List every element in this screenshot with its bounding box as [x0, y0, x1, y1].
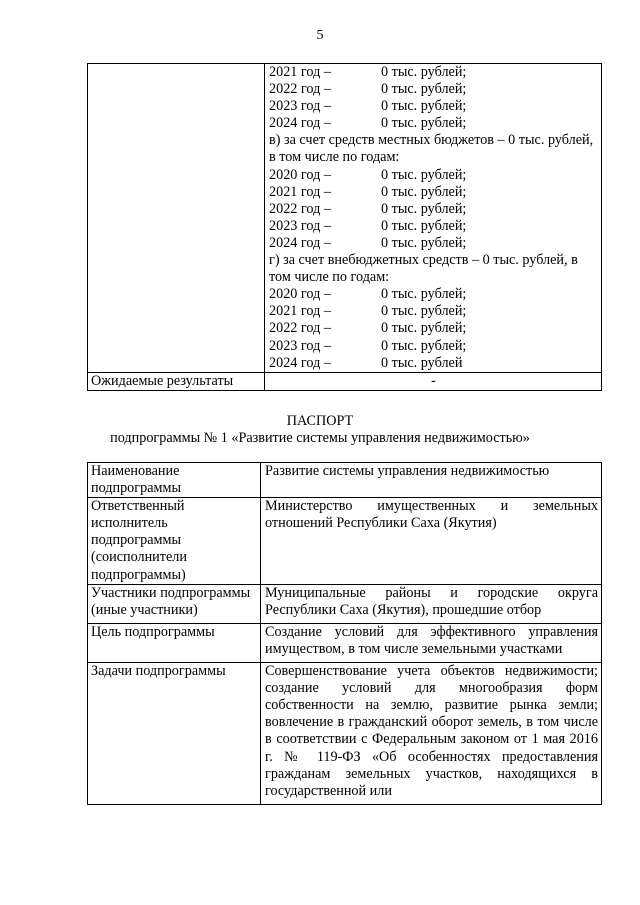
funding-table [87, 63, 602, 391]
year-line [269, 218, 598, 235]
passport-row-tasks [88, 663, 602, 805]
extra-budget-heading: г) за счет внебюджетных средств – 0 тыс. рублей, в том числе по годам: [269, 252, 578, 286]
year-label: 2024 год – [269, 115, 331, 132]
funding-sources-row [88, 64, 602, 373]
year-label: 2022 год – [269, 81, 331, 98]
row-value: Создание условий для эффективного управления имуществом, в том числе земельными участками [261, 623, 602, 662]
amount-value: 0 тыс. рублей; [381, 166, 467, 183]
amount-value: 0 тыс. рублей; [381, 303, 467, 320]
year-label: 2021 год – [269, 183, 331, 200]
local-budget-heading: в) за счет средств местных бюджетов – 0 тыс. рублей, в том числе по годам: [269, 132, 594, 166]
passport-row-name [88, 463, 602, 498]
year-line [269, 115, 598, 132]
year-line [269, 320, 598, 337]
year-line [269, 355, 598, 372]
amount-value: 0 тыс. рублей; [381, 286, 467, 303]
passport-row-participants [88, 584, 602, 623]
expected-results-value: - [265, 372, 602, 390]
amount-value: 0 тыс. рублей; [381, 320, 467, 337]
amount-value: 0 тыс. рублей; [381, 81, 467, 98]
year-label: 2021 год – [269, 64, 331, 80]
year-line [269, 81, 598, 98]
expected-results-label: Ожидаемые результаты [88, 372, 265, 390]
year-line [269, 286, 598, 303]
row-value: Министерство имущественных и земельных отношений Республики Саха (Якутия) [261, 498, 602, 584]
funding-label-cell [88, 64, 265, 373]
year-label: 2023 год – [269, 98, 331, 115]
row-label: Задачи подпрограммы [88, 663, 261, 805]
year-line [269, 303, 598, 320]
year-line [269, 184, 598, 201]
year-line [269, 338, 598, 355]
year-line [269, 235, 598, 252]
amount-value: 0 тыс. рублей; [381, 234, 467, 251]
year-line [269, 201, 598, 218]
year-label: 2021 год – [269, 303, 331, 320]
amount-value: 0 тыс. рублей; [381, 217, 467, 234]
passport-row-executor [88, 498, 602, 584]
amount-value: 0 тыс. рублей; [381, 200, 467, 217]
year-label: 2020 год – [269, 166, 331, 183]
passport-row-goal [88, 623, 602, 662]
year-label: 2023 год – [269, 337, 331, 354]
passport-table [87, 462, 602, 805]
year-label: 2022 год – [269, 200, 331, 217]
amount-value: 0 тыс. рублей [381, 354, 463, 371]
amount-value: 0 тыс. рублей; [381, 183, 467, 200]
row-label: Ответственный исполнитель подпрограммы (соисполнители подпрограммы) [88, 498, 261, 584]
row-label: Участники подпрограммы (иные участники) [88, 584, 261, 623]
row-value: Муниципальные районы и городские округа Республики Саха (Якутия), прошедшие отбор [261, 584, 602, 623]
passport-title: ПАСПОРТ [286, 413, 354, 429]
funding-values-cell [265, 64, 602, 373]
year-line [269, 98, 598, 115]
amount-value: 0 тыс. рублей; [381, 64, 467, 80]
year-line [269, 64, 598, 81]
year-label: 2024 год – [269, 354, 331, 371]
row-label: Наименование подпрограммы [88, 463, 261, 498]
page-number: 5 [316, 28, 324, 43]
expected-results-row [88, 372, 602, 390]
year-label: 2023 год – [269, 217, 331, 234]
year-label: 2020 год – [269, 286, 331, 303]
row-label: Цель подпрограммы [88, 623, 261, 662]
passport-heading [0, 413, 640, 447]
year-label: 2022 год – [269, 320, 331, 337]
year-label: 2024 год – [269, 234, 331, 251]
year-line [269, 167, 598, 184]
passport-subtitle: подпрограммы № 1 «Развитие системы управления недвижимостью» [110, 430, 530, 446]
row-value: Совершенствование учета объектов недвижимости; создание условий для многообразия форм собственности на землю, развитие рынка земли; вовлечение в гражданский оборот земель, в том числе в соответствии с Федеральным законом от 1 мая 2016 г. № 119-ФЗ «Об особенностях предоставления гражданам земельных участков, находящихся в государственной или [261, 663, 602, 805]
row-value: Развитие системы управления недвижимостью [261, 463, 602, 498]
amount-value: 0 тыс. рублей; [381, 337, 467, 354]
amount-value: 0 тыс. рублей; [381, 115, 467, 132]
amount-value: 0 тыс. рублей; [381, 98, 467, 115]
